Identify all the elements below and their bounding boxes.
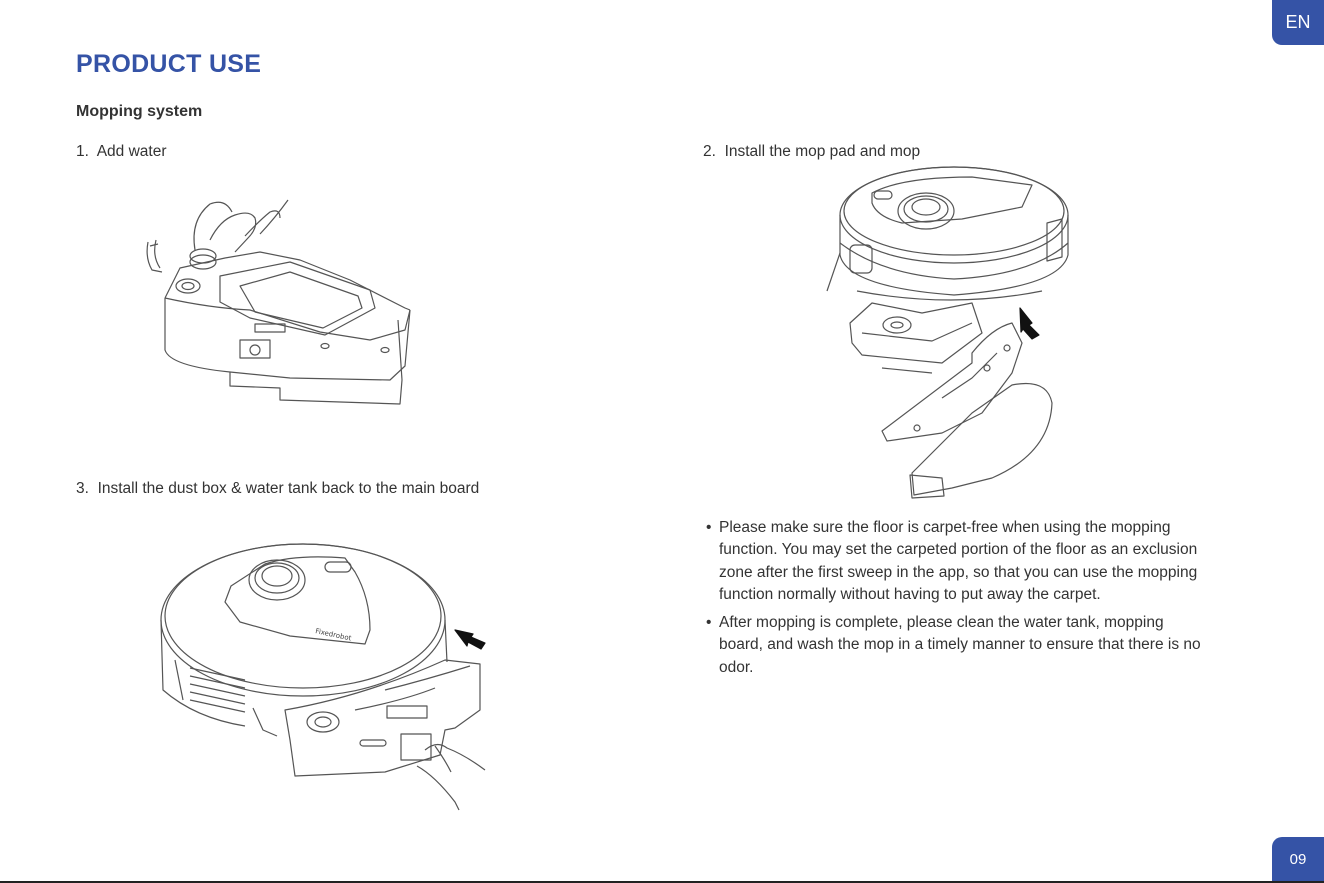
install-dustbox-illustration [155, 540, 495, 815]
note-item: • After mopping is complete, please clean the water tank, mopping board, and wash the mop in a timely manner to ensure that there is no odor. [706, 612, 1206, 679]
step-1-heading [76, 143, 167, 161]
step-3-heading [76, 480, 479, 498]
install-mop-illustration [822, 163, 1072, 503]
step-number: 2. [703, 143, 716, 160]
page-title: PRODUCT USE [76, 50, 262, 78]
section-subtitle: Mopping system [76, 103, 203, 120]
step-label: Install the mop pad and mop [724, 143, 921, 160]
step-label: Install the dust box & water tank back to the main board [97, 480, 480, 497]
step-2-heading [703, 143, 920, 161]
language-tab: EN [1272, 0, 1324, 45]
step-number: 3. [76, 480, 89, 497]
step-number: 1. [76, 143, 89, 160]
page-number: 09 [1272, 837, 1324, 882]
step-label: Add water [96, 143, 167, 160]
note-item: • Please make sure the floor is carpet-free when using the mopping function. You may set the carpeted portion of the floor as an exclusion zone after the first sweep in the app, so that you can use the mopping function normally without having to put away the carpet. [706, 517, 1206, 606]
robot-logo-text: Fixedrobot [314, 627, 353, 643]
add-water-illustration [140, 190, 430, 415]
usage-notes-list [706, 517, 1206, 685]
